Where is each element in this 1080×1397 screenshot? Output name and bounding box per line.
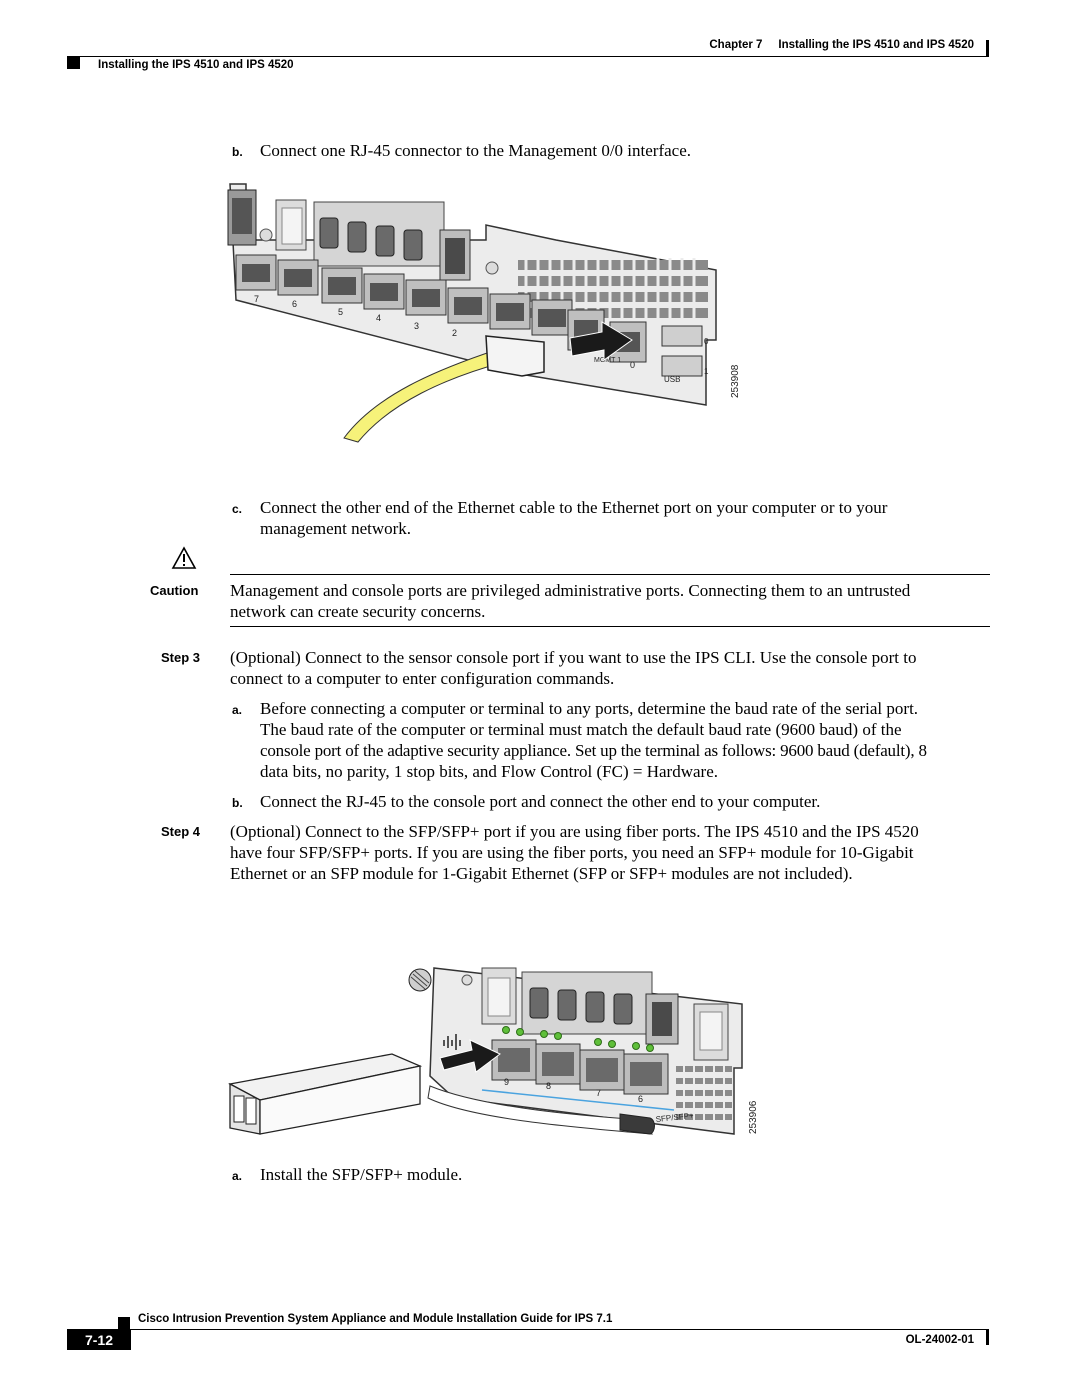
step-label: Step 3 (160, 650, 200, 665)
port-label: 6 (292, 299, 298, 309)
substep-letter: b. (232, 796, 243, 810)
port-label-mgmt: MGMT 1 (594, 357, 622, 364)
step-text-line: (Optional) Connect to the SFP/SFP+ port if you are using fiber ports. The IPS 4510 and the IPS 4520 (230, 822, 919, 841)
port-label: 4 (376, 313, 382, 323)
port-label: 0 (630, 360, 636, 370)
chapter-title: Installing the IPS 4510 and IPS 4520 (778, 39, 974, 51)
substep-letter: b. (232, 145, 243, 159)
step-text-line: (Optional) Connect to the sensor console port if you want to use the IPS CLI. Use the console port to (230, 648, 917, 667)
substep-text-line: Before connecting a computer or terminal to any ports, determine the baud rate of the serial port. (260, 699, 919, 718)
chapter-label: Chapter 7 (709, 39, 763, 51)
caution-rule-top (230, 574, 990, 575)
usb-port-number: 0 (704, 337, 709, 346)
substep-text-line: console port of the adaptive security appliance. Set up the terminal as follows: 9600 baud (default), 8 (260, 741, 927, 760)
substep-text-line: Connect the other end of the Ethernet cable to the Ethernet port on your computer or to your (260, 498, 888, 517)
substep-text-line: management network. (260, 519, 412, 538)
sfp-label: SFP/SFP+ (655, 1111, 695, 1124)
ethernet-cable (344, 350, 504, 442)
figure-management-port (226, 180, 746, 450)
footer-rule (67, 1329, 989, 1330)
step-text-line: have four SFP/SFP+ ports. If you are using the fiber ports, you need an SFP+ module for 10-Gigabit (230, 843, 914, 862)
header-rule (67, 56, 989, 57)
step-text-line: Ethernet or an SFP module for 1-Gigabit Ethernet (SFP or SFP+ modules are not included). (230, 864, 853, 883)
figure-id: 253906 (748, 1100, 759, 1134)
caution-rule-bottom (230, 626, 990, 627)
usb-port-number: 1 (704, 367, 709, 376)
caution-icon (171, 546, 197, 570)
sfp-port-label: 9 (504, 1077, 510, 1087)
substep-text: Install the SFP/SFP+ module. (260, 1165, 463, 1184)
header-chapter (709, 39, 974, 51)
caution-text-line: Management and console ports are privileged administrative ports. Connecting them to an untrusted (230, 581, 911, 600)
sfp-module (230, 1054, 420, 1134)
port-label: 7 (254, 294, 260, 304)
footer-guide-title: Cisco Intrusion Prevention System Appliance and Module Installation Guide for IPS 7.1 (138, 1313, 613, 1325)
usb-port-0 (662, 326, 702, 346)
caution-text-line: network can create security concerns. (230, 602, 486, 621)
step-label: Step 4 (160, 824, 200, 839)
figure-sfp-module (224, 958, 764, 1140)
substep-text-line: Connect the RJ-45 to the console port and connect the other end to your computer. (260, 792, 821, 811)
substep-letter: c. (232, 502, 243, 516)
sfp-port-label: 6 (638, 1094, 644, 1104)
doc-number: OL-24002-01 (905, 1334, 974, 1346)
substep-text-line: data bits, no parity, 1 stop bits, and Flow Control (FC) = Hardware. (260, 762, 718, 781)
header-end-bar (986, 40, 989, 56)
usb-port-1 (662, 356, 702, 376)
rj45-connector (486, 336, 544, 376)
port-label: 3 (414, 321, 420, 331)
substep-text: Connect one RJ-45 connector to the Management 0/0 interface. (260, 141, 691, 160)
header-marker (67, 56, 80, 69)
sfp-port-label: 7 (596, 1088, 602, 1098)
step-text-line: connect to a computer to enter configuration commands. (230, 669, 615, 688)
page-number: 7-12 (67, 1330, 131, 1350)
footer-marker (118, 1317, 130, 1329)
footer-end-bar (986, 1329, 989, 1345)
port-label: 5 (338, 307, 344, 317)
substep-letter: a. (232, 703, 243, 717)
usb-label: USB (664, 375, 681, 384)
substep-text-line: The baud rate of the computer or terminal must match the default baud rate (9600 baud) of the (260, 720, 902, 739)
caution-label: Caution (150, 583, 199, 598)
substep-letter: a. (232, 1169, 243, 1183)
section-title: Installing the IPS 4510 and IPS 4520 (98, 59, 294, 71)
figure-id: 253908 (730, 364, 741, 398)
sfp-port-label: 8 (546, 1081, 552, 1091)
port-label: 2 (452, 328, 458, 338)
